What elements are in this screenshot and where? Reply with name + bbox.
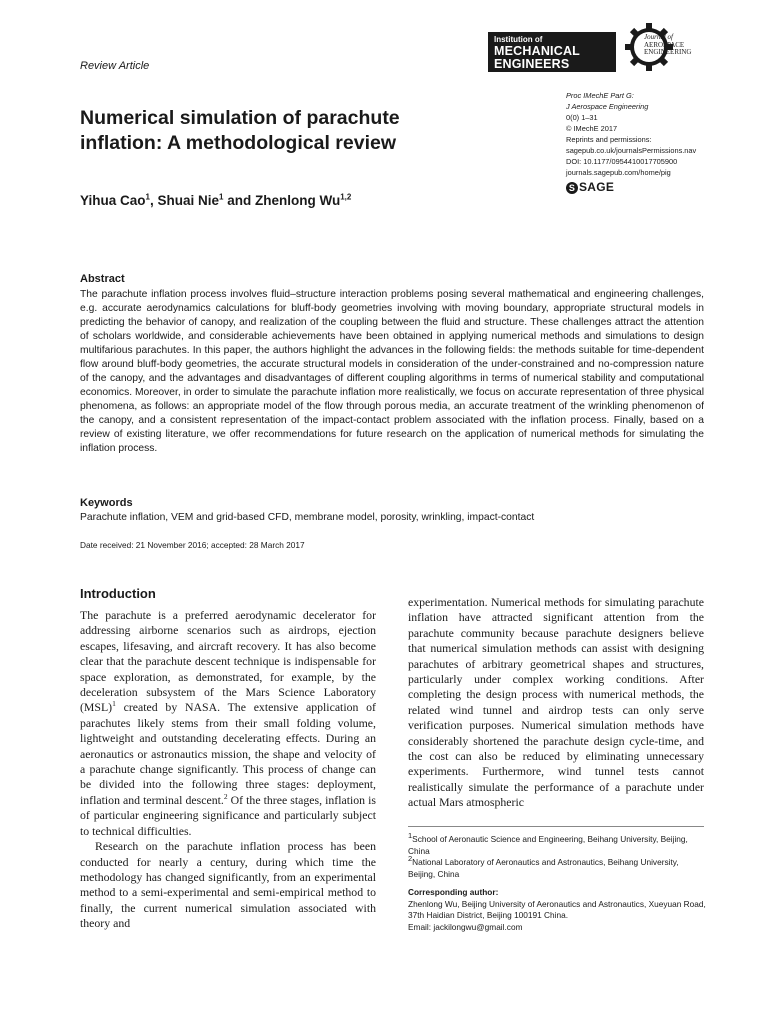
author-separator: , (149, 193, 158, 208)
journal-name: Proc IMechE Part G: (566, 91, 634, 100)
journal-logo-line1: Journal of (644, 33, 673, 41)
journal-logo-text (644, 34, 691, 57)
footnote-divider (408, 826, 704, 827)
keywords-heading: Keywords (80, 497, 133, 509)
imeche-logo-line1: Institution of (494, 35, 543, 44)
author-affiliation: 1 (145, 192, 150, 202)
affiliation-text: National Laboratory of Aeronautics and Astronautics, Beihang University, Beijing, China (408, 857, 679, 879)
affiliation-number: 2 (408, 854, 413, 864)
affiliation-2 (408, 854, 708, 880)
paragraph: Research on the parachute inflation process has been conducted for nearly a century, during which time the methodology has changed significantly, from an experimental method to a semi-experimental and semi-empirical method to finally, the current numerical simulation associated with theory and (80, 839, 376, 931)
author-affiliation: 1 (219, 192, 224, 202)
imeche-logo-line2: MECHANICAL (494, 44, 581, 58)
copyright: © IMechE 2017 (566, 124, 618, 133)
corresponding-author-email[interactable]: Email: jackilongwu@gmail.com (408, 921, 523, 932)
author-name: Shuai Nie (157, 193, 219, 208)
author-name: Yihua Cao (80, 193, 146, 208)
doi[interactable]: DOI: 10.1177/0954410017705900 (566, 157, 678, 166)
sage-s-icon: S (566, 182, 578, 194)
corresponding-author-heading: Corresponding author: (408, 887, 499, 897)
journal-subname: J Aerospace Engineering (566, 102, 649, 111)
affiliation-text: School of Aeronautic Science and Engineering, Beihang University, Beijing, China (408, 834, 688, 856)
volume-info: 0(0) 1–31 (566, 113, 598, 122)
article-type: Review Article (80, 60, 150, 72)
citation-ref[interactable]: 1 (112, 699, 116, 709)
journal-meta (566, 90, 756, 178)
paragraph-text: The parachute is a preferred aerodynamic decelerator for addressing airborne scenarios such as airdrops, ejection escapes, lifesaving, and aircraft recovery. It has also become clear that the parachute descent technique is indispensable for space exploration, as demonstrated, for example, by the deceleration subsystem of the Mars Science Laboratory (MSL) (80, 608, 376, 715)
body-column-left (80, 608, 376, 932)
paragraph: experimentation. Numerical methods for simulating parachute inflation have attracted significant attention from the parachute community because parachute designers believe that numerical simulation methods can assist with designing parachutes of arbitrary geometrical shapes and structures, particularly under complex working conditions. After completing the design process with numerical methods, the related wind tunnel and airdrop tests can only serve verification purposes. Numerical simulation methods have considerably shortened the parachute design cycle-time, and the cost can also be reduced by eliminating unnecessary experiments. Furthermore, wind tunnel tests cannot realistically simulate the performance of a parachute under actual Mars atmospheric (408, 595, 704, 810)
paragraph-text: Of the three stages, inflation is of particular engineering significance and particularly subject to technical difficulties. (80, 792, 377, 838)
paragraph (80, 608, 376, 839)
publisher-name: SAGE (579, 180, 615, 194)
affiliation-1 (408, 831, 708, 857)
imeche-logo (488, 32, 616, 72)
author-name: Zhenlong Wu (254, 193, 341, 208)
section-heading-introduction: Introduction (80, 586, 156, 601)
body-column-right (408, 595, 704, 811)
journal-logo-line3: ENGINEERING (644, 48, 692, 57)
abstract-text: The parachute inflation process involves fluid–structure interaction problems posing several mathematical and engineering challenges, e.g. accurate aerodynamics calculations for bluff-body geometries involving with moving boundary, appropriate structural models in predicting the behavior of canopy, and realization of the coupling between the fluid and structure. These challenges attract the attention of scholars worldwide, and considerable achievements have been obtained in applying numerical methods and simulations to design multifarious parachutes. In this paper, the authors highlight the advances in the following fields: the methods suitable for time-dependent flow around bluff-body geometries, the accurate structural models in consideration of the under-constrained and no-compression nature of the canopy, and the advantages and disadvantages of different coupling algorithms in terms of numerical stability and computational economics. Moreover, in order to simulate the parachute inflation more realistically, we focus on accurate representation of three physical phenomena, as follows: an appropriate model of the flow through porous media, an accurate treatment of the wrinkling phenomenon of the canopy, and a consistent representation of the impact-contact problem associated with the inflation process. Finally, based on a review of existing literature, we offer recommendations for future research on the application of numerical methods for simulating the inflation process. (80, 289, 704, 454)
imeche-logo-line3: ENGINEERS (494, 56, 570, 71)
author-list (80, 193, 351, 208)
reprints-label: Reprints and permissions: (566, 135, 652, 144)
corresponding-author-address: Zhenlong Wu, Beijing University of Aeronautics and Astronautics, Xueyuan Road, 37th Haidian District, Beijing 100191 China. (408, 898, 706, 920)
publisher-logo (566, 180, 614, 194)
journal-logo-line2: AEROSPACE (644, 40, 685, 49)
citation-ref[interactable]: 2 (223, 791, 228, 801)
paragraph-text: created by NASA. The extensive application of parachutes likely stems from their small folding volume, lightweight and outstanding decelerating effects. During an aeronautics or astronautics mission, the shape and velocity of a parachute change significantly. This process of change can be divided into the following three stages: deployment, inflation and terminal descent. (80, 700, 376, 807)
keywords-text: Parachute inflation, VEM and grid-based CFD, membrane model, porosity, wrinkling, impact-contact (80, 512, 535, 523)
reprints-link[interactable]: sagepub.co.uk/journalsPermissions.nav (566, 146, 697, 155)
footnotes (408, 831, 708, 933)
abstract-heading: Abstract (80, 273, 125, 285)
paper-title: Numerical simulation of parachute inflation: A methodological review (80, 107, 400, 154)
author-separator: and (223, 193, 255, 208)
affiliation-number: 1 (408, 831, 413, 841)
journal-link[interactable]: journals.sagepub.com/home/pig (566, 168, 671, 177)
author-affiliation: 1,2 (340, 192, 352, 202)
date-received: Date received: 21 November 2016; accepted: 28 March 2017 (80, 540, 305, 550)
